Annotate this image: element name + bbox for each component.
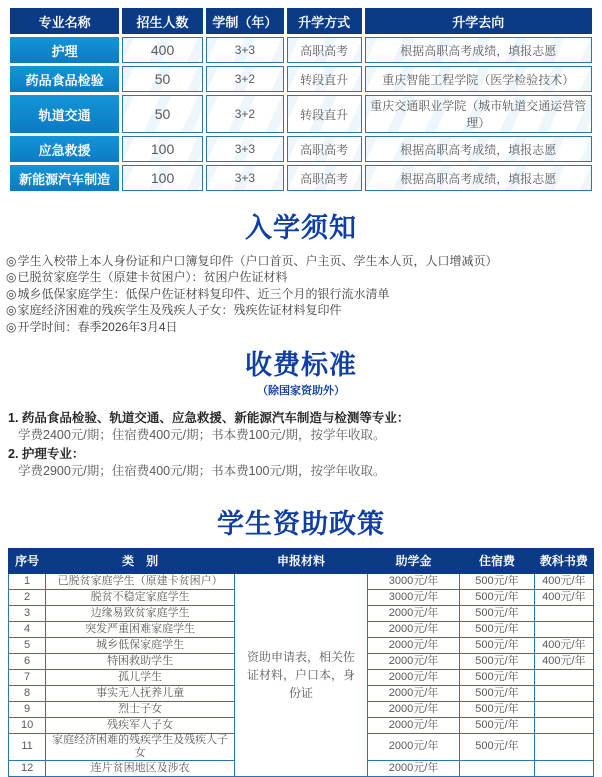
program-row — [10, 37, 592, 63]
aid-policy-table — [8, 548, 594, 777]
count-cell: 100 — [122, 136, 203, 162]
aid-category-cell: 残疾军人子女 — [46, 717, 235, 733]
programs-table-body — [10, 37, 592, 191]
destination-cell: 重庆智能工程学院（医学检验技术） — [365, 66, 592, 92]
aid-dorm-cell: 500元/年 — [460, 701, 534, 717]
aid-dorm-cell: 500元/年 — [460, 637, 534, 653]
aid-category-cell: 孤儿学生 — [46, 669, 235, 685]
fees-block — [8, 410, 602, 480]
aid-header-row — [9, 548, 594, 573]
fee-item-label: 1. 药品食品检验、轨道交通、应急救援、新能源汽车制造与检测等专业： — [8, 410, 410, 425]
aid-book-cell — [534, 717, 593, 733]
aid-grant-cell: 2000元/年 — [367, 701, 459, 717]
aid-grant-cell: 2000元/年 — [367, 685, 459, 701]
aid-category-cell: 家庭经济困难的残疾学生及残疾人子女 — [46, 733, 235, 760]
aid-dorm-cell: 500元/年 — [460, 621, 534, 637]
aid-category-cell: 边缘易致贫家庭学生 — [46, 605, 235, 621]
notice-item: ◎家庭经济困难的残疾学生及残疾人子女：残疾佐证材料复印件 — [6, 303, 342, 318]
notice-item: ◎城乡低保家庭学生：低保户佐证材料复印件、近三个月的银行流水清单 — [6, 286, 390, 301]
notice-item: ◎学生入校带上本人身份证和户口簿复印件（户口首页、户主页、学生本人页，人口增减页） — [6, 253, 498, 268]
major-cell: 应急救援 — [10, 136, 119, 162]
aid-policy-title: 学生资助政策 — [217, 508, 385, 539]
fee-item-detail: 学费2400元/期；住宿费400元/期；书本费100元/期，按学年收取。 — [18, 427, 386, 442]
aid-no-cell: 6 — [9, 653, 46, 669]
aid-category-cell: 事实无人抚养儿童 — [46, 685, 235, 701]
header-book-fee: 教科书费 — [534, 548, 593, 573]
header-grant: 助学金 — [367, 548, 459, 573]
aid-grant-cell: 2000元/年 — [367, 653, 459, 669]
aid-dorm-cell — [460, 760, 534, 776]
aid-category-cell: 连片贫困地区及涉农 — [46, 760, 235, 776]
aid-category-cell: 烈士子女 — [46, 701, 235, 717]
years-cell: 3+2 — [206, 66, 284, 92]
header-destination: 升学去向 — [365, 8, 592, 34]
aid-category-cell: 突发严重困难家庭学生 — [46, 621, 235, 637]
aid-grant-cell: 2000元/年 — [367, 733, 459, 760]
header-years: 学制（年） — [206, 8, 284, 34]
method-cell: 高职高考 — [287, 37, 362, 63]
years-cell: 3+3 — [206, 37, 284, 63]
method-cell: 高职高考 — [287, 136, 362, 162]
count-cell: 400 — [122, 37, 203, 63]
aid-grant-cell: 3000元/年 — [367, 589, 459, 605]
bullet-icon: ◎ — [6, 286, 17, 301]
aid-book-cell: 400元/年 — [534, 573, 593, 589]
aid-book-cell: 400元/年 — [534, 653, 593, 669]
years-cell: 3+3 — [206, 136, 284, 162]
method-cell: 高职高考 — [287, 165, 362, 191]
aid-dorm-cell: 500元/年 — [460, 605, 534, 621]
destination-cell: 重庆交通职业学院（城市轨道交通运营管理） — [365, 95, 592, 133]
aid-dorm-cell: 500元/年 — [460, 589, 534, 605]
aid-dorm-cell: 500元/年 — [460, 653, 534, 669]
aid-no-cell: 7 — [9, 669, 46, 685]
aid-dorm-cell: 500元/年 — [460, 717, 534, 733]
destination-cell: 根据高职高考成绩，填报志愿 — [365, 136, 592, 162]
aid-no-cell: 8 — [9, 685, 46, 701]
aid-book-cell — [534, 701, 593, 717]
notice-item: ◎已脱贫家庭学生（原建卡贫困户）：贫困户佐证材料 — [6, 270, 288, 285]
aid-no-cell: 2 — [9, 589, 46, 605]
header-materials: 申报材料 — [235, 548, 368, 573]
bullet-icon: ◎ — [6, 270, 17, 285]
header-no: 序号 — [9, 548, 46, 573]
count-cell: 100 — [122, 165, 203, 191]
bullet-icon: ◎ — [6, 253, 17, 268]
header-count: 招生人数 — [122, 8, 203, 34]
aid-no-cell: 11 — [9, 733, 46, 760]
aid-category-cell: 已脱贫家庭学生（原建卡贫困户） — [46, 573, 235, 589]
method-cell: 转段直升 — [287, 95, 362, 133]
aid-grant-cell: 2000元/年 — [367, 669, 459, 685]
aid-no-cell: 4 — [9, 621, 46, 637]
aid-book-cell — [534, 605, 593, 621]
major-cell: 药品食品检验 — [10, 66, 119, 92]
fee-item-detail: 学费2900元/期；住宿费400元/期；书本费100元/期，按学年收取。 — [18, 463, 386, 478]
header-major: 专业名称 — [10, 8, 119, 34]
header-method: 升学方式 — [287, 8, 362, 34]
aid-no-cell: 3 — [9, 605, 46, 621]
aid-grant-cell: 2000元/年 — [367, 760, 459, 776]
aid-grant-cell: 2000元/年 — [367, 605, 459, 621]
program-row — [10, 95, 592, 133]
programs-table — [7, 5, 595, 194]
program-row — [10, 136, 592, 162]
count-cell: 50 — [122, 95, 203, 133]
aid-dorm-cell: 500元/年 — [460, 573, 534, 589]
aid-category-cell: 特困救助学生 — [46, 653, 235, 669]
aid-dorm-cell: 500元/年 — [460, 669, 534, 685]
major-cell: 新能源汽车制造 — [10, 165, 119, 191]
fee-item-label: 2. 护理专业： — [8, 446, 85, 461]
aid-grant-cell: 3000元/年 — [367, 573, 459, 589]
major-cell: 轨道交通 — [10, 95, 119, 133]
aid-book-cell: 400元/年 — [534, 589, 593, 605]
program-row — [10, 165, 592, 191]
aid-category-cell: 脱贫不稳定家庭学生 — [46, 589, 235, 605]
aid-no-cell: 5 — [9, 637, 46, 653]
aid-book-cell — [534, 733, 593, 760]
aid-book-cell — [534, 760, 593, 776]
aid-materials-cell: 资助申请表，相关佐证材料，户口本，身份证 — [235, 573, 368, 776]
header-dorm-fee: 住宿费 — [460, 548, 534, 573]
years-cell: 3+3 — [206, 165, 284, 191]
programs-header-row — [10, 8, 592, 34]
aid-no-cell: 12 — [9, 760, 46, 776]
bullet-icon: ◎ — [6, 319, 17, 334]
aid-dorm-cell: 500元/年 — [460, 685, 534, 701]
fees-subtitle: （除国家资助外） — [257, 384, 345, 397]
aid-no-cell: 9 — [9, 701, 46, 717]
notice-item: ◎开学时间：春季2026年3月4日 — [6, 319, 178, 334]
destination-cell: 根据高职高考成绩，填报志愿 — [365, 37, 592, 63]
aid-no-cell: 10 — [9, 717, 46, 733]
program-row — [10, 66, 592, 92]
admission-notice-title: 入学须知 — [245, 213, 357, 243]
aid-grant-cell: 2000元/年 — [367, 621, 459, 637]
years-cell: 3+2 — [206, 95, 284, 133]
header-category: 类 别 — [46, 548, 235, 573]
destination-cell: 根据高职高考成绩，填报志愿 — [365, 165, 592, 191]
major-cell: 护理 — [10, 37, 119, 63]
aid-category-cell: 城乡低保家庭学生 — [46, 637, 235, 653]
admission-notice-list — [6, 253, 602, 336]
bullet-icon: ◎ — [6, 303, 17, 318]
aid-grant-cell: 2000元/年 — [367, 717, 459, 733]
aid-book-cell — [534, 669, 593, 685]
aid-row — [9, 573, 594, 589]
aid-no-cell: 1 — [9, 573, 46, 589]
enrollment-flyer-page — [0, 5, 602, 774]
fees-title: 收费标准 — [245, 350, 357, 381]
aid-book-cell: 400元/年 — [534, 637, 593, 653]
aid-table-body — [9, 573, 594, 776]
aid-dorm-cell: 500元/年 — [460, 733, 534, 760]
aid-book-cell — [534, 621, 593, 637]
method-cell: 转段直升 — [287, 66, 362, 92]
count-cell: 50 — [122, 66, 203, 92]
aid-book-cell — [534, 685, 593, 701]
aid-grant-cell: 2000元/年 — [367, 637, 459, 653]
